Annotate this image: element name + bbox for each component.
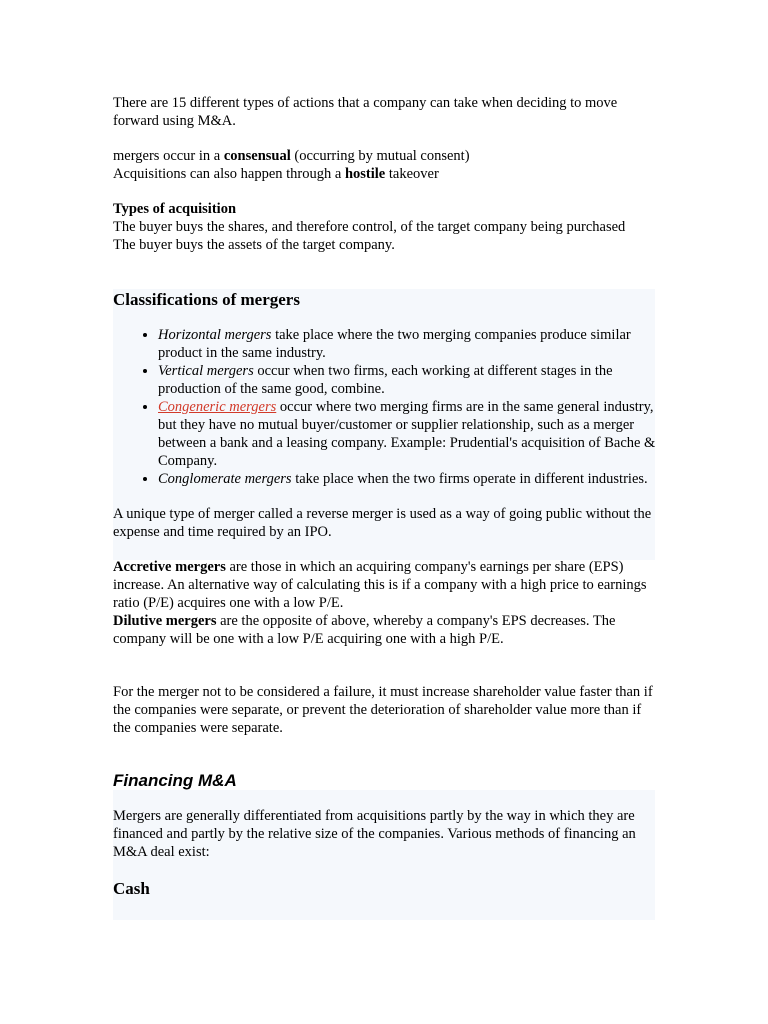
- classifications-heading: Classifications of mergers: [113, 290, 300, 309]
- consensus-line: mergers occur in a consensual (occurring by mutual consent): [113, 148, 470, 164]
- dilutive-paragraph: Dilutive mergers are the opposite of above, whereby a company's EPS decreases. The company will be one with a low P/E acquiring one with a high P/E.: [113, 613, 616, 647]
- list-item: • Horizontal mergers take place where the two merging companies produce similar product in the same industry.: [158, 326, 658, 362]
- acquisition-line-assets: The buyer buys the assets of the target company.: [113, 237, 395, 253]
- accretive-paragraph: Accretive mergers are those in which an acquiring company's earnings per share (EPS) increase. An alternative way of calculating this is if a company with a high price to earnings ratio (P/E) acquires one with a low P/E.: [113, 559, 647, 611]
- accretive-section: [113, 558, 658, 648]
- intro-paragraph: There are 15 different types of actions that a company can take when deciding to move forward using M&A.: [113, 95, 618, 129]
- hostile-line: Acquisitions can also happen through a hostile takeover: [113, 166, 439, 182]
- acquisition-heading: Types of acquisition: [113, 201, 237, 217]
- acquisition-section: [113, 200, 658, 254]
- cash-heading: Cash: [113, 879, 150, 898]
- financing-paragraph: Mergers are generally differentiated from acquisitions partly by the way in which they are financed and partly by the relative size of the companies. Various methods of financing an M&A deal exist:: [113, 808, 636, 860]
- document-body: [113, 94, 658, 900]
- classifications-list: [113, 326, 658, 488]
- list-item: • Vertical mergers occur when two firms, each working at different stages in the production of the same good, combine.: [158, 362, 658, 398]
- congeneric-mergers-link[interactable]: Congeneric mergers: [158, 399, 277, 415]
- reverse-merger-paragraph: A unique type of merger called a reverse merger is used as a way of going public without the expense and time required by an IPO.: [113, 506, 652, 540]
- list-item: • Congeneric mergers occur where two merging firms are in the same general industry, but they have no mutual buyer/customer or supplier relationship, such as a merger between a bank and a leasing company. Example: Prudential's acquisition of Bache & Company.: [158, 398, 658, 470]
- acquisition-line-shares: The buyer buys the shares, and therefore control, of the target company being purchased: [113, 219, 626, 235]
- list-item: • Conglomerate mergers take place when the two firms operate in different industries.: [158, 470, 658, 488]
- failure-paragraph: For the merger not to be considered a failure, it must increase shareholder value faster than if the companies were separate, or prevent the deterioration of shareholder value more than if the companies were separate.: [113, 684, 653, 736]
- consensus-paragraph: [113, 147, 658, 183]
- financing-heading: Financing M&A: [113, 771, 237, 790]
